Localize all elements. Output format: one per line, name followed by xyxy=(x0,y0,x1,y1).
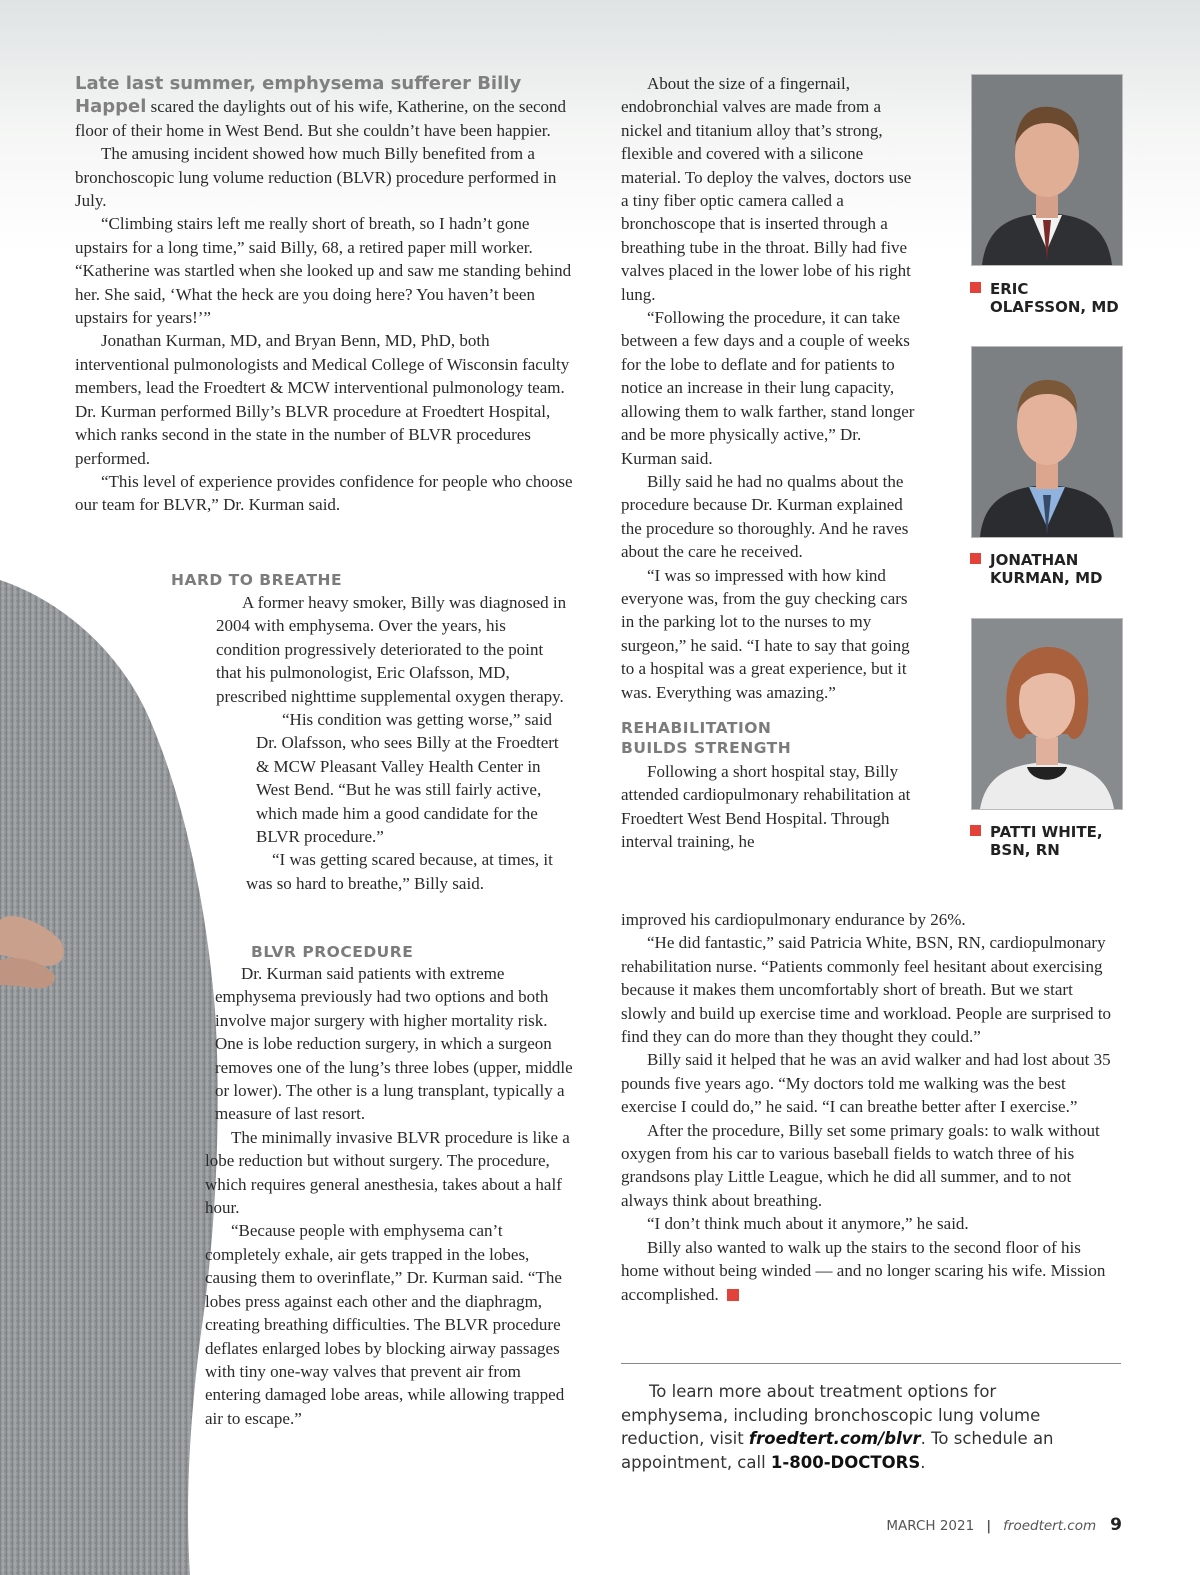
hard-to-breathe-heading: HARD TO BREATHE xyxy=(171,571,343,589)
cta-text-1: To learn more about treatment options for emphysema, including bronchoscopic lung volume reduction, visit xyxy=(621,1382,1041,1448)
caption-square-icon xyxy=(970,553,981,564)
cta-link[interactable]: froedtert.com/blvr xyxy=(748,1429,921,1448)
hard-to-breathe-section xyxy=(171,565,571,895)
intro-p3: “Climbing stairs left me really short of breath, so I hadn’t gone upstairs for a long time,” said Billy, 68, a retired paper mill worker. “Katherine was startled when she looked up and saw me standing behind her. She said, ‘What the heck are you doing here? You haven’t been upstairs for years!’” xyxy=(75,214,572,328)
hard-p2: “His condition was getting worse,” said Dr. Olafsson, who sees Billy at the Froedtert & MCW Pleasant Valley Health Center in West Bend. “But he was still fairly active, which made him a good candidate for the BLVR procedure.” xyxy=(256,710,559,847)
jonathan-kurman-photo xyxy=(971,346,1123,538)
intro-section xyxy=(75,72,575,517)
cta-box: To learn more about treatment options for emphysema, including bronchoscopic lung volume reduction, visit froedtert.com/blvr. To schedule an appointment, call 1-800-DOCTORS. xyxy=(621,1382,1054,1472)
rehab-section xyxy=(621,908,1121,1306)
blvr-p1: Dr. Kurman said patients with extreme emphysema previously had two options and both involve major surgery with higher mortality risk. One is lobe reduction surgery, in which a surgeon removes one of the lung’s three lobes (upper, middle or lower). The other is a lung transplant, typically a measure of last resort. xyxy=(215,964,573,1124)
blvr-p3: “Because people with emphysema can’t completely exhale, air gets trapped in the lobes, causing them to overinflate,” Dr. Kurman said. “The lobes press against each other and the diaphragm, creating breathing difficulties. The BLVR procedure deflates enlarged lobes by blocking airway passages with tiny one-way valves that prevent air from entering damaged lobe areas, while allowing trapped air to escape.” xyxy=(205,1221,565,1428)
blvr-procedure-heading: BLVR PROCEDURE xyxy=(251,943,414,961)
intro-p2: The amusing incident showed how much Billy benefited from a bronchoscopic lung volume reduction (BLVR) procedure performed in July. xyxy=(75,144,557,211)
rehab-p6: Billy also wanted to walk up the stairs to the second floor of his home without being winded — and no longer scaring his wife. Mission accomplished. xyxy=(621,1237,1106,1304)
caption-jonathan-kurman: JONATHAN KURMAN, MD xyxy=(970,551,1102,587)
caption-square-icon xyxy=(970,282,981,293)
col2-p4: “I was so impressed with how kind everyone was, from the guy checking cars in the parking lot to the nurses to my surgeon,” he said. “I hate to say that going to a hospital was a great experience, but it was. Everything was amazing.” xyxy=(621,565,910,702)
rehab-heading-line2: BUILDS STRENGTH xyxy=(621,738,792,757)
caption-patti-white: PATTI WHITE, BSN, RN xyxy=(970,823,1103,859)
hard-p3: “I was getting scared because, at times, it was so hard to breathe,” Billy said. xyxy=(246,850,553,893)
blvr-p2: The minimally invasive BLVR procedure is like a lobe reduction but without surgery. The procedure, which requires general anesthesia, takes about a half hour. xyxy=(205,1127,570,1218)
footer-divider: | xyxy=(986,1518,992,1534)
intro-p4: Jonathan Kurman, MD, and Bryan Benn, MD, PhD, both interventional pulmonologists and Medical College of Wisconsin faculty members, lead the Froedtert & MCW interventional pulmonology team. Dr. Kurman performed Billy’s BLVR procedure at Froedtert Hospital, which ranks second in the state in the number of BLVR procedures performed. xyxy=(75,331,570,468)
intro-lead: Late last summer, emphysema sufferer Billy Happel xyxy=(75,73,522,118)
rehab-p1-cont: improved his cardiopulmonary endurance by 26%. xyxy=(621,910,966,929)
rehab-p2: “He did fantastic,” said Patricia White, BSN, RN, cardiopulmonary rehabilitation nurse. “Patients commonly feel hesitant about exercising because it makes them uncomfortably short of breath. But we start slowly and build up exercise time and workload. People are surprised to find they can do more than they thought they could.” xyxy=(621,933,1112,1047)
rehab-p4: After the procedure, Billy set some primary goals: to walk without oxygen from his car to various baseball fields to watch three of his grandsons play Little League, which he did all summer, and to not always think about breathing. xyxy=(621,1120,1100,1210)
rehab-p1: Following a short hospital stay, Billy attended cardiopulmonary rehabilitation at Froedtert West Bend Hospital. Through interval training, he xyxy=(621,761,911,852)
page-number: 9 xyxy=(1110,1515,1122,1535)
col2-p1: About the size of a fingernail, endobronchial valves are made from a nickel and titanium alloy that’s strong, flexible and covered with a silicone material. To deploy the valves, doctors use a tiny fiber optic camera called a bronchoscope that is inserted through a breathing tube in the throat. Billy had five valves placed in the lower lobe of his right lung. xyxy=(621,74,912,304)
valves-section xyxy=(621,72,921,854)
caption-square-icon xyxy=(970,825,981,836)
intro-p1: scared the daylights out of his wife, Katherine, on the second floor of their home in West Bend. But she couldn’t have been happier. xyxy=(75,97,567,140)
rehab-heading-line1: REHABILITATION xyxy=(621,718,772,737)
rehab-p5: “I don’t think much about it anymore,” he said. xyxy=(647,1214,969,1234)
col2-p3: Billy said he had no qualms about the procedure because Dr. Kurman explained the procedure so thoroughly. And he raves about the care he received. xyxy=(621,471,909,562)
rehab-heading xyxy=(621,718,921,758)
footer-site: froedtert.com xyxy=(1003,1518,1097,1534)
col2-p2: “Following the procedure, it can take between a few days and a couple of weeks for the lobe to deflate and for patients to notice an increase in their lung capacity, allowing them to walk farther, stand longer and be more physically active,” Dr. Kurman said. xyxy=(621,308,915,468)
end-mark-icon xyxy=(727,1289,739,1301)
patti-white-photo xyxy=(971,618,1123,810)
caption-eric-olafsson: ERIC OLAFSSON, MD xyxy=(970,280,1119,316)
rehab-p3: Billy said it helped that he was an avid walker and had lost about 35 pounds five years ago. “My doctors told me walking was the best exercise I could do,” he said. “I can breathe better after I exercise.” xyxy=(621,1050,1111,1117)
cta-phone[interactable]: 1-800-DOCTORS xyxy=(770,1452,921,1472)
cta-divider xyxy=(621,1363,1121,1364)
intro-p5: “This level of experience provides confidence for people who choose our team for BLVR,” Dr. Kurman said. xyxy=(75,471,573,515)
footer-issue: MARCH 2021 xyxy=(886,1518,975,1534)
page-footer xyxy=(886,1515,1122,1535)
eric-olafsson-photo xyxy=(971,74,1123,266)
hard-p1: A former heavy smoker, Billy was diagnosed in 2004 with emphysema. Over the years, his condition progressively deteriorated to the point that his pulmonologist, Eric Olafsson, MD, prescribed nighttime supplemental oxygen therapy. xyxy=(216,593,567,706)
cta-text-2: . To schedule an appointment, call xyxy=(621,1429,1054,1472)
blvr-procedure-section xyxy=(251,937,581,963)
blvr-body xyxy=(205,962,575,1430)
